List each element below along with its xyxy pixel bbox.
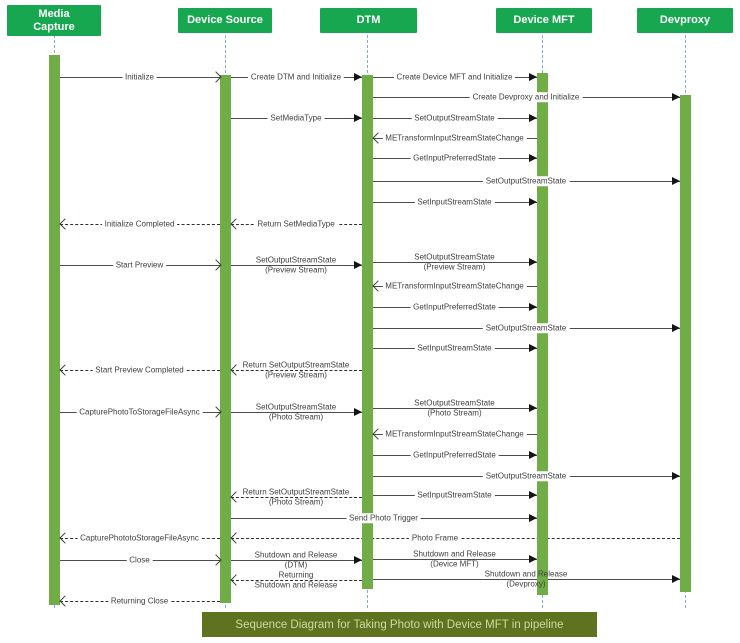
message-label-line: Create Device MFT and Initialize — [396, 72, 513, 82]
message-label-line: SetOutputStreamState — [414, 113, 495, 123]
arrowhead-icon — [59, 532, 70, 543]
message-label-line: Initialize Completed — [104, 219, 175, 229]
message-label-line: Create DTM and Initialize — [250, 72, 342, 82]
message-label-line: Shutdown and Release — [254, 580, 338, 589]
arrowhead-icon — [672, 93, 680, 101]
arrowhead-icon — [529, 451, 537, 459]
message-label-line: (Devproxy) — [506, 579, 546, 588]
arrowhead-icon — [529, 491, 537, 499]
message-label-line: SetOutputStreamState — [485, 471, 567, 481]
message-label — [485, 570, 568, 589]
activation-bar-dtm — [362, 75, 373, 589]
lifeline-label: Device MFT — [513, 14, 575, 26]
message-label — [122, 72, 157, 82]
message-label — [410, 302, 499, 312]
message-label-line: Returning Close — [110, 596, 169, 606]
message-label-line: Close — [129, 555, 150, 565]
message-label — [382, 281, 526, 291]
lifeline-label: Device Source — [187, 14, 263, 26]
arrowhead-icon — [529, 344, 537, 352]
message-label — [102, 219, 178, 229]
activation-bar-device-source — [220, 75, 231, 603]
arrowhead-icon — [529, 258, 537, 266]
message-label — [254, 219, 337, 229]
message-label-line: GetInputPreferredState — [413, 450, 496, 460]
message-label — [382, 133, 526, 143]
message-label-line: CapturePhotoToStorageFileAsync — [79, 407, 200, 417]
activation-bar-device-mft — [537, 73, 548, 595]
message-label-line: Return SetOutputStreamState — [242, 360, 350, 370]
message-label-line: Photo Frame — [411, 533, 459, 543]
message-label — [414, 253, 495, 272]
message-label — [410, 450, 499, 460]
lifeline-label: Devproxy — [659, 14, 711, 26]
arrowhead-icon — [354, 408, 362, 416]
arrowhead-icon — [354, 73, 362, 81]
message-label — [77, 533, 202, 543]
message-label-line: (Photo Stream) — [268, 412, 324, 421]
message-label — [414, 343, 494, 353]
message-label-line: SetOutputStreamState — [255, 402, 337, 412]
arrowhead-icon — [672, 575, 680, 583]
message-label — [411, 113, 498, 123]
arrowhead-icon — [529, 154, 537, 162]
activation-bar-devproxy — [680, 95, 691, 592]
message-label — [76, 407, 203, 417]
message-label-line: SetInputStreamState — [417, 197, 492, 207]
message-label-line: SetInputStreamState — [417, 490, 492, 500]
message-label-line: Shutdown and Release — [413, 549, 496, 559]
arrowhead-icon — [230, 491, 241, 502]
message-label — [126, 555, 152, 565]
message-label-line: METransformInputStreamStateChange — [385, 133, 524, 143]
message-label-line: Initialize — [125, 72, 154, 82]
message-label-line: SetOutputStreamState — [485, 176, 567, 186]
arrowhead-icon — [59, 364, 70, 375]
message-label — [483, 323, 570, 333]
message-label-line: SetMediaType — [270, 113, 322, 123]
message-label — [267, 113, 324, 123]
message-label — [409, 533, 461, 543]
lifeline-header-media-capture — [7, 5, 101, 36]
lifeline-label: Capture — [33, 20, 75, 33]
message-label — [414, 490, 494, 500]
lifeline-header-device-mft — [496, 8, 592, 33]
message-label-line: Return SetMediaType — [257, 219, 335, 229]
message-label-line: GetInputPreferredState — [413, 153, 496, 163]
message-label — [92, 365, 186, 375]
message-label-line: (Device MFT) — [430, 559, 479, 568]
message-label-line: METransformInputStreamStateChange — [385, 429, 524, 439]
message-label-line: (Preview Stream) — [265, 370, 327, 379]
message-label-line: Start Preview Completed — [95, 365, 184, 375]
message-label-line: Start Preview — [115, 260, 164, 270]
message-label — [346, 513, 421, 523]
arrowhead-icon — [59, 595, 70, 606]
arrowhead-icon — [354, 261, 362, 269]
message-label-line: SetOutputStreamState — [414, 252, 495, 262]
message-label — [414, 197, 494, 207]
arrowhead-icon — [529, 514, 537, 522]
message-label — [394, 72, 516, 82]
message-label-line: SetInputStreamState — [417, 343, 492, 353]
message-label-line: (Photo Stream) — [268, 497, 324, 506]
message-label-line: CapturePhototoStorageFileAsync — [80, 533, 199, 543]
message-label — [255, 551, 338, 570]
message-label-line: Create Devproxy and Initialize — [472, 92, 580, 102]
arrowhead-icon — [529, 404, 537, 412]
message-label — [256, 403, 337, 422]
message-label-line: SetOutputStreamState — [485, 323, 567, 333]
message-label — [382, 429, 526, 439]
diagram-caption: Sequence Diagram for Taking Photo with Device MFT in pipeline — [202, 612, 597, 637]
message-label — [108, 596, 171, 606]
arrowhead-icon — [672, 472, 680, 480]
message-label — [255, 571, 338, 590]
message-label — [248, 72, 344, 82]
lifeline-label: DTM — [356, 14, 381, 26]
lifeline-header-device-source — [178, 8, 272, 33]
message-label-line: SetOutputStreamState — [255, 255, 337, 265]
message-label — [470, 92, 583, 102]
message-label-line: Shutdown and Release — [484, 569, 568, 579]
lifeline-header-dtm — [320, 8, 417, 33]
message-label — [414, 399, 495, 418]
message-label — [483, 176, 570, 186]
activation-bar-media-capture — [49, 55, 60, 605]
arrowhead-icon — [529, 555, 537, 563]
message-label-line: SetOutputStreamState — [414, 398, 495, 408]
arrowhead-icon — [529, 303, 537, 311]
arrowhead-icon — [354, 556, 362, 564]
message-label-line: Returning — [278, 570, 314, 580]
message-label-line: METransformInputStreamStateChange — [385, 281, 524, 291]
message-label-line: (DTM) — [284, 560, 308, 569]
lifeline-header-devproxy — [637, 8, 733, 33]
arrowhead-icon — [230, 574, 241, 585]
message-label — [243, 488, 350, 507]
arrowhead-icon — [230, 218, 241, 229]
message-label — [113, 260, 167, 270]
message-label — [256, 256, 337, 275]
arrowhead-icon — [672, 324, 680, 332]
message-label-line: (Preview Stream) — [265, 265, 327, 274]
lifeline-label: Media — [38, 7, 70, 20]
message-label-line: (Photo Stream) — [427, 408, 482, 417]
arrowhead-icon — [529, 198, 537, 206]
message-label-line: Send Photo Trigger — [349, 513, 418, 523]
message-label-line: Return SetOutputStreamState — [242, 487, 350, 497]
arrowhead-icon — [230, 364, 241, 375]
arrowhead-icon — [59, 218, 70, 229]
arrowhead-icon — [354, 114, 362, 122]
arrowhead-icon — [672, 177, 680, 185]
arrowhead-icon — [529, 73, 537, 81]
message-label-line: GetInputPreferredState — [413, 302, 496, 312]
message-label — [483, 471, 570, 481]
message-label — [413, 550, 496, 569]
arrowhead-icon — [230, 532, 241, 543]
arrowhead-icon — [529, 114, 537, 122]
message-label — [410, 153, 499, 163]
message-label-line: (Preview Stream) — [423, 262, 486, 271]
message-label — [243, 361, 350, 380]
message-label-line: Shutdown and Release — [254, 550, 338, 560]
